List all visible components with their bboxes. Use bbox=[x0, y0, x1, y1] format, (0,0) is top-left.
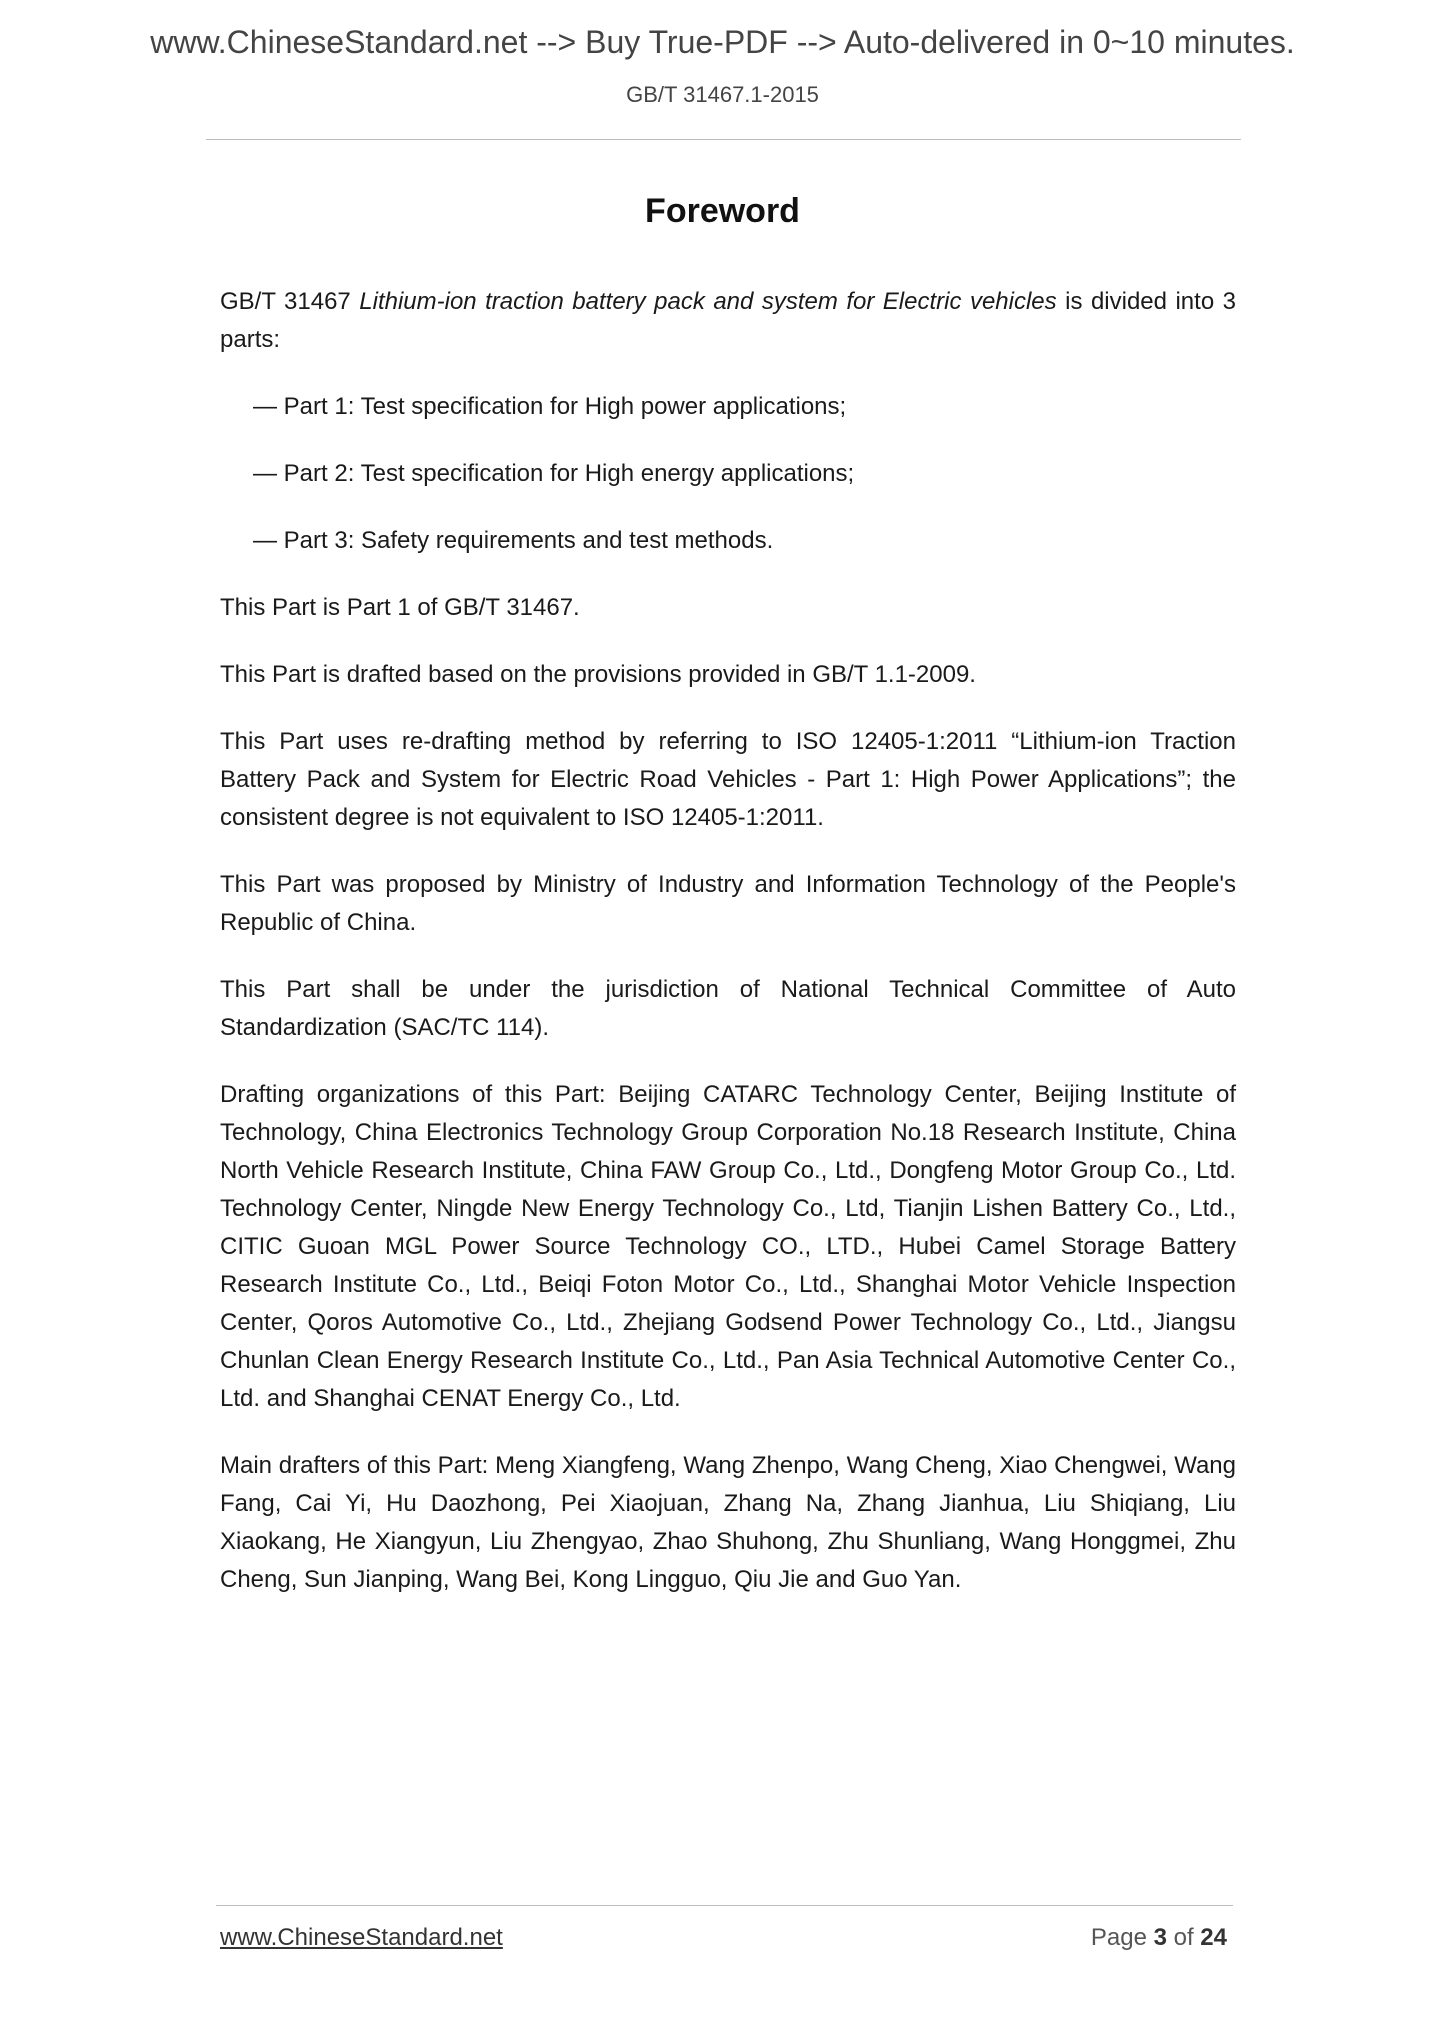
page-current: 3 bbox=[1153, 1924, 1167, 1951]
paragraph-part-number: This Part is Part 1 of GB/T 31467. bbox=[220, 594, 580, 621]
paragraph-jurisdiction: This Part shall be under the jurisdiction of National Technical Committee of Auto Standardization (SAC/TC 114). bbox=[220, 976, 1236, 1041]
intro-paragraph bbox=[220, 283, 1236, 359]
paragraph-iso-reference: This Part uses re-drafting method by referring to ISO 12405-1:2011 “Lithium-ion Traction Battery Pack and System for Electric Road Vehicles - Part 1: High Power Applications”; the consistent degree is not equivalent to ISO 12405-1:2011. bbox=[220, 728, 1236, 831]
intro-title: Lithium-ion traction battery pack and system for Electric vehicles bbox=[359, 288, 1057, 315]
paragraph-drafting-rules: This Part is drafted based on the provisions provided in GB/T 1.1-2009. bbox=[220, 661, 976, 688]
page-prefix: Page bbox=[1090, 1924, 1154, 1951]
page-number bbox=[1091, 1926, 1227, 1950]
header-divider bbox=[206, 139, 1241, 140]
paragraph-proposed-by: This Part was proposed by Ministry of Industry and Information Technology of the People's Republic of China. bbox=[220, 871, 1236, 936]
list-item-part-3: — Part 3: Safety requirements and test methods. bbox=[253, 527, 774, 554]
document-body bbox=[220, 283, 1236, 1628]
page-of: of bbox=[1166, 1924, 1201, 1951]
standard-code: GB/T 31467.1-2015 bbox=[626, 82, 819, 107]
paragraph-drafting-organizations: Drafting organizations of this Part: Beijing CATARC Technology Center, Beijing Institute of Technology, China Electronics Technology Group Corporation No.18 Research Institute, China North Vehicle Research Institute, China FAW Group Co., Ltd., Dongfeng Motor Group Co., Ltd. Technology Center, Ningde New Energy Technology Co., Ltd, Tianjin Lishen Battery Co., Ltd., CITIC Guoan MGL Power Source Technology CO., LTD., Hubei Camel Storage Battery Research Institute Co., Ltd., Beiqi Foton Motor Co., Ltd., Shanghai Motor Vehicle Inspection Center, Qoros Automotive Co., Ltd., Zhejiang Godsend Power Technology Co., Ltd., Jiangsu Chunlan Clean Energy Research Institute Co., Ltd., Pan Asia Technical Automotive Center Co., Ltd. and Shanghai CENAT Energy Co., Ltd. bbox=[220, 1081, 1236, 1412]
intro-suffix: is divided into 3 parts: bbox=[220, 288, 1236, 353]
paragraph-main-drafters: Main drafters of this Part: Meng Xiangfeng, Wang Zhenpo, Wang Cheng, Xiao Chengwei, Wang Fang, Cai Yi, Hu Daozhong, Pei Xiaojuan, Zhang Na, Zhang Jianhua, Liu Shiqiang, Liu Xiaokang, He Xiangyun, Liu Zhengyao, Zhao Shuhong, Zhu Shunliang, Wang Honggmei, Zhu Cheng, Sun Jianping, Wang Bei, Kong Lingguo, Qiu Jie and Guo Yan. bbox=[220, 1452, 1236, 1593]
list-item-part-1: — Part 1: Test specification for High power applications; bbox=[253, 393, 847, 420]
site-banner: www.ChineseStandard.net --> Buy True-PDF --> Auto-delivered in 0~10 minutes. bbox=[150, 24, 1295, 60]
page-title: Foreword bbox=[645, 192, 800, 230]
intro-prefix: GB/T 31467 bbox=[220, 288, 360, 315]
footer-divider bbox=[216, 1905, 1233, 1906]
page-total: 24 bbox=[1200, 1924, 1227, 1951]
list-item-part-2: — Part 2: Test specification for High energy applications; bbox=[253, 460, 855, 487]
footer-site-link[interactable]: www.ChineseStandard.net bbox=[220, 1924, 503, 1951]
